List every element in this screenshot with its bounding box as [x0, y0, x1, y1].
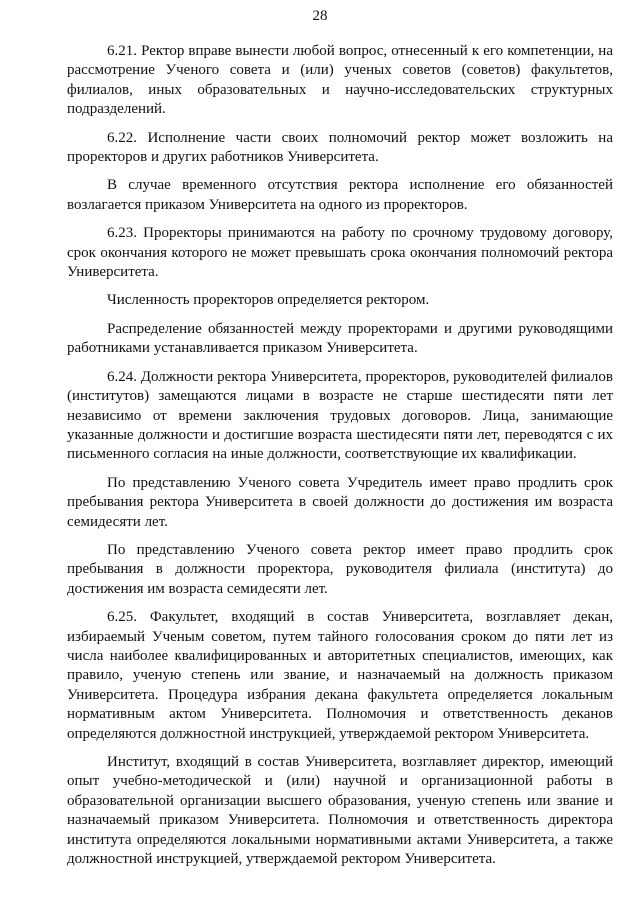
page-number: 28 [312, 8, 328, 24]
paragraph-duties-distribution: Распределение обязанностей между проректорами и другими руководящими работниками устанавливается приказом Университета. [67, 320, 613, 357]
paragraph-6-24: 6.24. Должности ректора Университета, проректоров, руководителей филиалов (институтов) замещаются лицами в возрасте не старше шестидесяти пяти лет независимо от времени заключения трудовых договоров. Лица, занимающие указанные должности и достигшие возраста шестидесяти пяти лет, переводятся с их письменного согласия на иные должности, соответствующие их квалификации. [67, 368, 613, 463]
paragraph-temporary-absence: В случае временного отсутствия ректора исполнение его обязанностей возлагается приказом Университета на одного из проректоров. [67, 177, 613, 213]
document-body [67, 42, 613, 877]
paragraph-6-25: 6.25. Факультет, входящий в состав Университета, возглавляет декан, избираемый Ученым советом, путем тайного голосования сроком до пяти лет из числа наиболее квалифицированных и авторитетных специалистов, имеющих, как правило, ученую степень или звание, и назначаемый на должность приказом Университета. Процедура избрания декана факультета определяется локальным нормативным актом Университета. Полномочия и ответственность деканов определяются должностной инструкцией, утверждаемой ректором Университета. [67, 609, 613, 742]
paragraph-rector-extension: По представлению Ученого совета ректор имеет право продлить срок пребывания в должности проректора, руководителя филиала (института) до достижения им возраста семидесяти лет. [67, 541, 613, 597]
paragraph-institute: Институт, входящий в состав Университета, возглавляет директор, имеющий опыт учебно-методической и (или) научной и организационной работы в образовательной организации высшего образования, ученую степень или звание и назначаемый приказом Университета. Полномочия и ответственность директора института определяются локальными нормативными актами Университета, а также должностной инструкцией, утверждаемой ректором Университета. [67, 754, 613, 868]
paragraph-6-23: 6.23. Проректоры принимаются на работу по срочному трудовому договору, срок окончания которого не может превышать срока окончания полномочий ректора Университета. [67, 225, 613, 281]
paragraph-6-21: 6.21. Ректор вправе вынести любой вопрос, отнесенный к его компетенции, на рассмотрение Ученого совета и (или) ученых советов (советов) факультетов, филиалов, иных образовательных и научно-исследовательских структурных подразделений. [67, 43, 613, 118]
paragraph-6-22: 6.22. Исполнение части своих полномочий ректор может возложить на проректоров и других работников Университета. [67, 129, 613, 166]
paragraph-vice-rectors-count: Численность проректоров определяется ректором. [107, 292, 430, 309]
paragraph-founder-extension: По представлению Ученого совета Учредитель имеет право продлить срок пребывания ректора Университета в своей должности до достижения им возраста семидесяти лет. [67, 474, 613, 530]
